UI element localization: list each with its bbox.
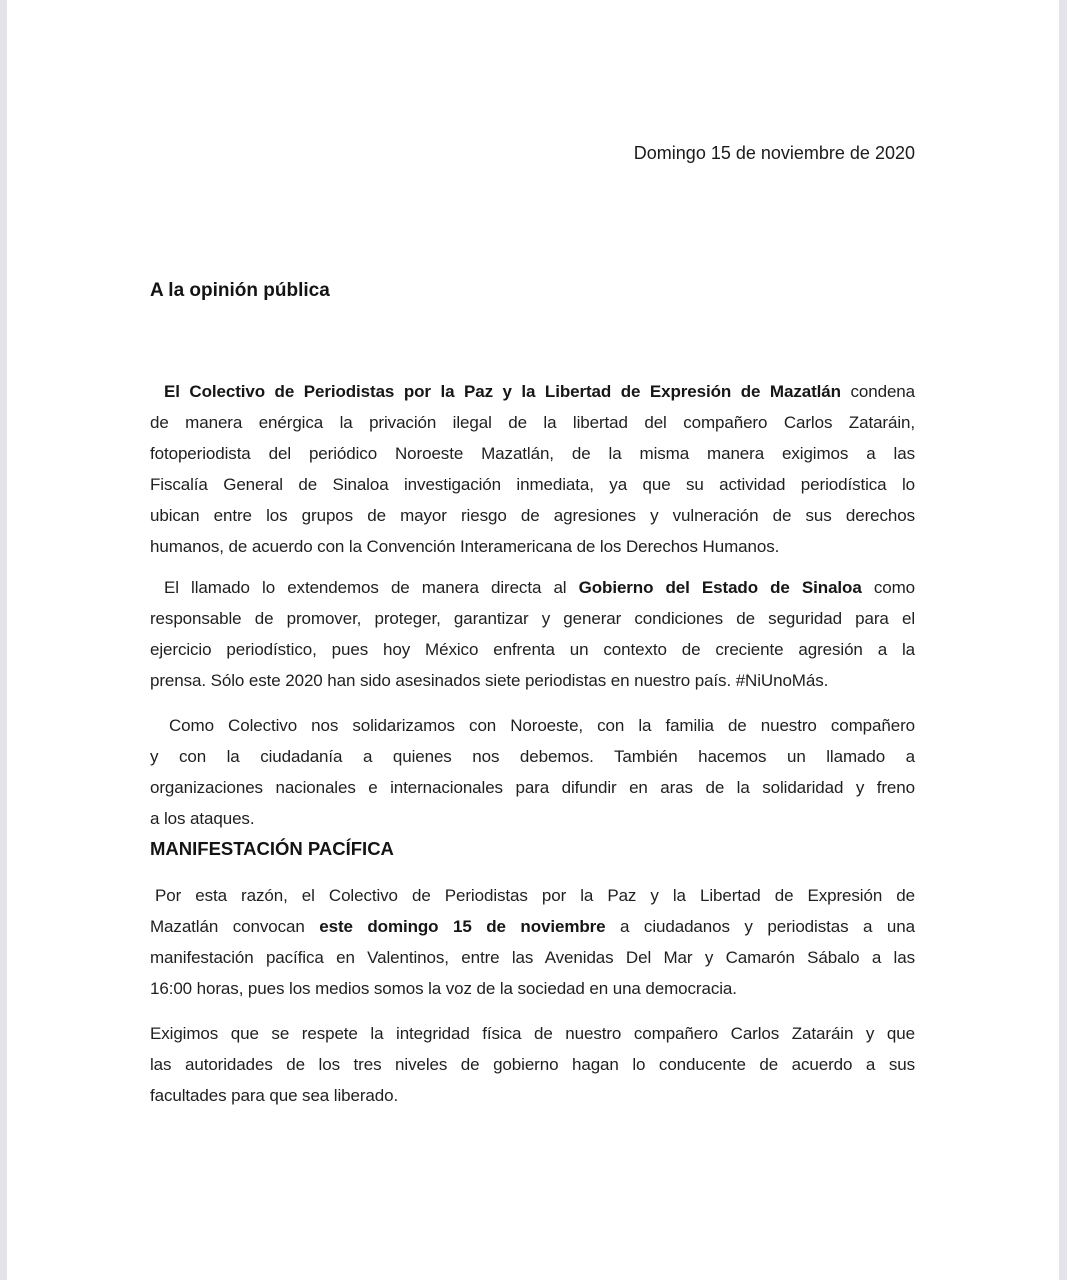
- text-segment: Como Colectivo nos solidarizamos con Noroeste, con la familia de nuestro compañero: [169, 716, 915, 735]
- section-heading: MANIFESTACIÓN PACÍFICA: [150, 838, 394, 859]
- text-line: [150, 407, 915, 438]
- text-segment: organizaciones nacionales e internacionales para difundir en aras de la solidaridad y freno: [150, 778, 915, 797]
- text-segment: prensa. Sólo este 2020 han sido asesinados siete periodistas en nuestro país. #NiUnoMás.: [150, 671, 829, 690]
- text-line: [150, 880, 915, 911]
- text-segment: las autoridades de los tres niveles de gobierno hagan lo conducente de acuerdo a sus: [150, 1055, 915, 1074]
- text-line: [150, 634, 915, 665]
- text-line: [150, 665, 915, 696]
- text-segment: de manera enérgica la privación ilegal de la libertad del compañero Carlos Zataráin,: [150, 413, 915, 432]
- text-segment: fotoperiodista del periódico Noroeste Mazatlán, de la misma manera exigimos a las: [150, 444, 915, 463]
- text-segment: responsable de promover, proteger, garantizar y generar condiciones de seguridad para el: [150, 609, 915, 628]
- scan-edge-strip-left: [0, 0, 7, 1280]
- letter-content: [150, 140, 915, 1111]
- text-line: [150, 973, 915, 1004]
- date-line: Domingo 15 de noviembre de 2020: [633, 143, 915, 163]
- text-line: [150, 710, 915, 741]
- text-line: [150, 803, 915, 834]
- text-line: [150, 942, 915, 973]
- text-line: [150, 1080, 915, 1111]
- text-segment: 16:00 horas, pues los medios somos la voz de la sociedad en una democracia.: [150, 979, 737, 998]
- paragraph-solidarity: [150, 710, 915, 834]
- text-line: [150, 500, 915, 531]
- text-segment: manifestación pacífica en Valentinos, entre las Avenidas Del Mar y Camarón Sábalo a las: [150, 948, 915, 967]
- bold-text-segment: este domingo 15 de noviembre: [319, 917, 606, 936]
- text-segment: humanos, de acuerdo con la Convención Interamericana de los Derechos Humanos.: [150, 537, 780, 556]
- text-segment: Mazatlán convocan: [150, 917, 320, 936]
- bold-text-segment: El Colectivo de Periodistas por la Paz y la Libertad de Expresión de Mazatlán: [164, 382, 841, 401]
- text-segment: y con la ciudadanía a quienes nos debemos. También hacemos un llamado a: [150, 747, 915, 766]
- paragraph-demonstration: [150, 880, 915, 1004]
- text-segment: a ciudadanos y periodistas a una: [605, 917, 915, 936]
- text-line: [150, 376, 915, 407]
- paragraph-government-call: [150, 572, 915, 696]
- text-segment: Fiscalía General de Sinaloa investigación inmediata, ya que su actividad periodística lo: [150, 475, 915, 494]
- paragraph-demand: [150, 1018, 915, 1111]
- bold-text-segment: Gobierno del Estado de Sinaloa: [578, 578, 862, 597]
- text-line: [150, 438, 915, 469]
- text-segment: Exigimos que se respete la integridad física de nuestro compañero Carlos Zataráin y que: [150, 1024, 915, 1043]
- text-line: [150, 1018, 915, 1049]
- text-line: [150, 469, 915, 500]
- text-segment: facultades para que sea liberado.: [150, 1086, 399, 1105]
- text-segment: a los ataques.: [150, 809, 255, 828]
- text-segment: ejercicio periodístico, pues hoy México enfrenta un contexto de creciente agresión a la: [150, 640, 915, 659]
- text-line: [150, 911, 915, 942]
- text-segment: condena: [840, 382, 916, 401]
- text-line: [150, 572, 915, 603]
- paragraph-condemnation: [150, 376, 915, 562]
- scan-edge-strip-right: [1059, 0, 1067, 1280]
- text-line: [150, 531, 915, 562]
- text-segment: Por esta razón, el Colectivo de Periodistas por la Paz y la Libertad de Expresión de: [155, 886, 915, 905]
- text-line: [150, 772, 915, 803]
- salutation-heading: A la opinión pública: [150, 280, 330, 301]
- text-line: [150, 1049, 915, 1080]
- text-segment: El llamado lo extendemos de manera directa al: [164, 578, 579, 597]
- text-segment: como: [861, 578, 915, 597]
- text-line: [150, 603, 915, 634]
- text-line: [150, 741, 915, 772]
- text-segment: ubican entre los grupos de mayor riesgo de agresiones y vulneración de sus derechos: [150, 506, 915, 525]
